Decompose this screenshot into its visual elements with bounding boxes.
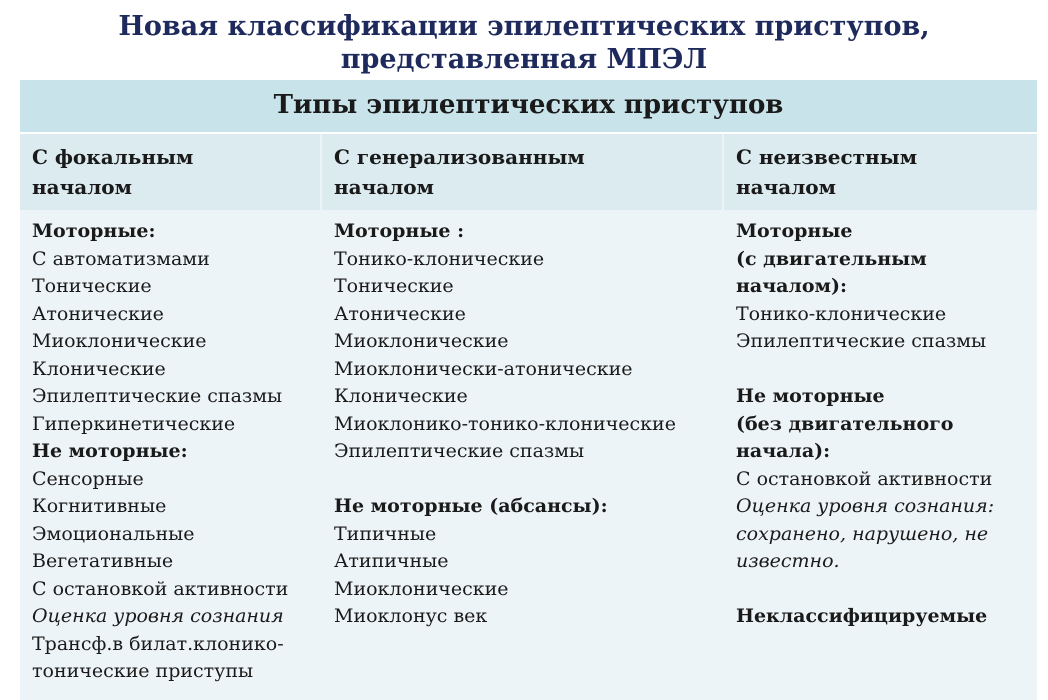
category-heading: Не моторные [736,385,885,407]
category-heading: Моторные: [32,220,156,242]
list-item: Миоклонически-атонические [334,357,633,380]
list-item: Клонические [334,385,468,407]
category-heading: Неклассифицируемые [736,605,988,627]
list-item: Тонико-клонические [334,247,545,270]
list-item: С остановкой активности [32,577,289,600]
slide-title-line-2: представленная МПЭЛ [340,44,708,75]
slide-title-line-1: Новая классификации эпилептических приступов, [118,11,930,42]
column-body-generalized [322,212,722,700]
column-header-line: С неизвестным [736,145,918,169]
category-heading: Моторные : [334,220,465,242]
list-item: Атонические [32,302,164,325]
list-item: С автоматизмами [32,247,210,270]
list-item: Тонико-клонические [736,302,947,325]
column-body-focal [20,212,320,700]
column-header-unknown [724,134,1037,210]
list-item: Клонические [32,357,166,380]
slide-title [0,10,1048,76]
list-item: Миоклонико-тонико-клонические [334,412,676,435]
category-heading: Не моторные (абсансы): [334,495,608,517]
column-header-line: началом [32,175,133,199]
list-item: Тонические [32,275,152,297]
column-header-line: С фокальным [32,145,194,169]
list-item: Миоклонические [334,330,509,352]
list-item: Оценка уровня сознания: [736,495,995,517]
column-header-generalized [322,134,722,210]
category-heading: Моторные [736,220,853,242]
list-item: Миоклонические [334,577,509,600]
list-item: С остановкой активности [736,467,993,490]
spacer [736,576,1037,604]
list-item: Гиперкинетические [32,412,236,435]
category-heading: началом): [736,275,848,297]
list-item: Миоклонические [32,330,207,352]
category-heading: (с двигательным [736,247,927,270]
column-header-line: С генерализованным [334,145,585,169]
list-item: Атипичные [334,550,449,572]
spacer [334,466,722,494]
list-item: Атонические [334,302,466,325]
seizure-types-table [20,80,1037,700]
table-header: Типы эпилептических приступов [20,80,1037,134]
column-header-line: началом [736,175,837,199]
list-item: Оценка уровня сознания [32,605,284,627]
list-item: тонические приступы [32,660,254,682]
list-item: Трансф.в билат.клонико- [32,632,284,655]
column-header-focal [20,134,320,210]
list-item: Эпилептические спазмы [334,440,585,462]
list-item: Когнитивные [32,495,167,517]
list-item: Тонические [334,275,454,297]
list-item: Миоклонус век [334,605,488,627]
list-item: Сенсорные [32,467,144,490]
list-item: Типичные [334,522,437,545]
list-item: сохранено, нарушено, не [736,522,989,545]
column-header-line: началом [334,175,435,199]
list-item: Вегетативные [32,550,174,572]
list-item: известно. [736,550,840,572]
list-item: Эпилептические спазмы [736,330,987,352]
category-heading: (без двигательного [736,412,954,435]
list-item: Эпилептические спазмы [32,385,283,407]
column-body-unknown [724,212,1037,700]
spacer [736,356,1037,384]
category-heading: Не моторные: [32,440,188,462]
list-item: Эмоциональные [32,522,195,545]
category-heading: начала): [736,440,831,462]
